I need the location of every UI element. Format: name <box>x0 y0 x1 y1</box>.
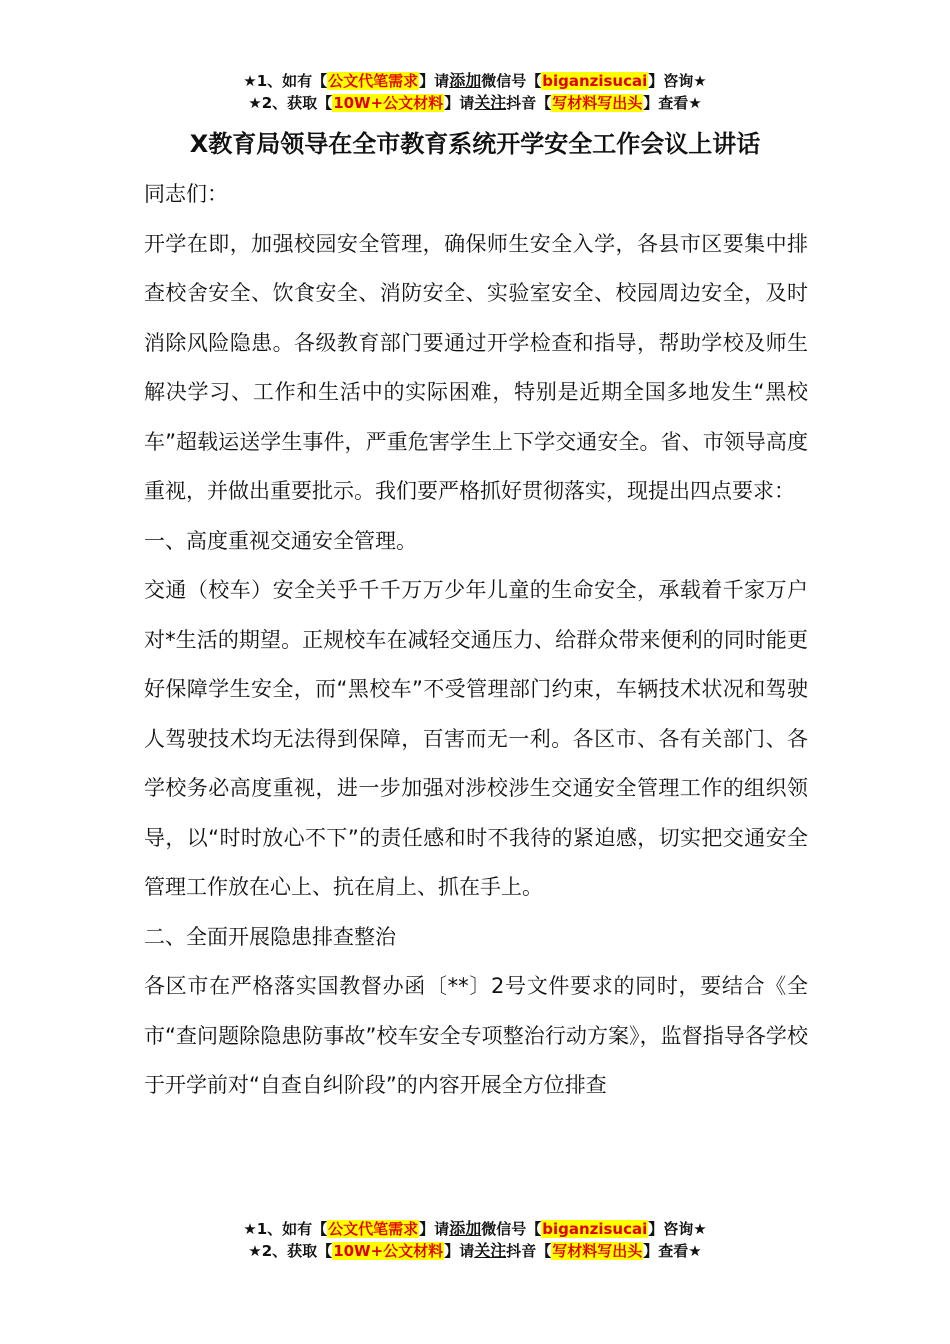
section-heading: 一、高度重视交通安全管理。 <box>144 528 417 553</box>
document-body <box>144 170 808 1111</box>
banner-text: 】咨询★ <box>648 72 707 90</box>
body-paragraph: 开学在即，加强校园安全管理，确保师生安全入学，各县市区要集中排查校舍安全、饮食安全、消防安全、实验室安全、校园周边安全，及时消除风险隐患。各级教育部门要通过开学检查和指导，帮助学校及师生解决学习、工作和生活中的实际困难，特别是近期全国多地发生“黑校车”超载运送学生事件，严重危害学生上下学交通安全。省、市领导高度重视，并做出重要批示。我们要严格抓好贯彻落实，现提出四点要求： <box>144 231 808 503</box>
banner-wechat-id: biganzisucai <box>542 72 648 90</box>
banner-line-1 <box>0 70 950 92</box>
banner-douyin-account: 写材料写出头 <box>552 1242 643 1260</box>
banner-highlight: 10W+公文材料 <box>333 94 444 112</box>
section-heading: 二、全面开展隐患排查整治 <box>144 924 396 949</box>
banner-text: 】请 <box>419 72 450 90</box>
banner-highlight: 10W+公文材料 <box>333 1242 444 1260</box>
banner-text: 】查看★ <box>643 1242 702 1260</box>
banner-highlight: 公文代笔需求 <box>328 72 419 90</box>
banner-line-2 <box>0 1240 950 1262</box>
banner-highlight: 公文代笔需求 <box>328 1220 419 1238</box>
banner-text: ★2、获取【 <box>248 94 333 112</box>
banner-text: ★2、获取【 <box>248 1242 333 1260</box>
banner-text: 】查看★ <box>643 94 702 112</box>
banner-text: 微信号【 <box>481 72 542 90</box>
banner-text: ★1、如有【 <box>243 72 328 90</box>
footer-banner <box>0 1218 950 1262</box>
body-paragraph: 各区市在严格落实国教督办函〔**〕2号文件要求的同时，要结合《全市“查问题除隐患防事故”校车安全专项整治行动方案》，监督指导各学校于开学前对“自查自纠阶段”的内容开展全方位排查 <box>144 974 808 1097</box>
banner-text: 微信号【 <box>481 1220 542 1238</box>
banner-underlined-text: 关注 <box>474 1241 507 1260</box>
banner-text: 抖音【 <box>506 1242 552 1260</box>
banner-text: 】请 <box>444 1242 475 1260</box>
banner-text: 】咨询★ <box>648 1220 707 1238</box>
header-banner <box>0 70 950 114</box>
banner-text: 】请 <box>444 94 475 112</box>
banner-wechat-id: biganzisucai <box>542 1220 648 1238</box>
banner-underlined-text: 添加 <box>449 1219 482 1238</box>
banner-line-1 <box>0 1218 950 1240</box>
body-paragraph: 交通（校车）安全关乎千千万万少年儿童的生命安全，承载着千家万户对*生活的期望。正规校车在减轻交通压力、给群众带来便利的同时能更好保障学生安全，而“黑校车”不受管理部门约束，车辆技术状况和驾驶人驾驶技术均无法得到保障，百害而无一利。各区市、各有关部门、各学校务必高度重视，进一步加强对涉校涉生交通安全管理工作的组织领导，以“时时放心不下”的责任感和时不我待的紧迫感，切实把交通安全管理工作放在心上、抗在肩上、抓在手上。 <box>144 578 808 899</box>
banner-text: 】请 <box>419 1220 450 1238</box>
banner-underlined-text: 添加 <box>449 71 482 90</box>
banner-underlined-text: 关注 <box>474 93 507 112</box>
banner-text: 抖音【 <box>506 94 552 112</box>
banner-line-2 <box>0 92 950 114</box>
document-title: X教育局领导在全市教育系统开学安全工作会议上讲话 <box>189 130 761 158</box>
banner-douyin-account: 写材料写出头 <box>552 94 643 112</box>
banner-text: ★1、如有【 <box>243 1220 328 1238</box>
salutation: 同志们： <box>144 182 228 206</box>
